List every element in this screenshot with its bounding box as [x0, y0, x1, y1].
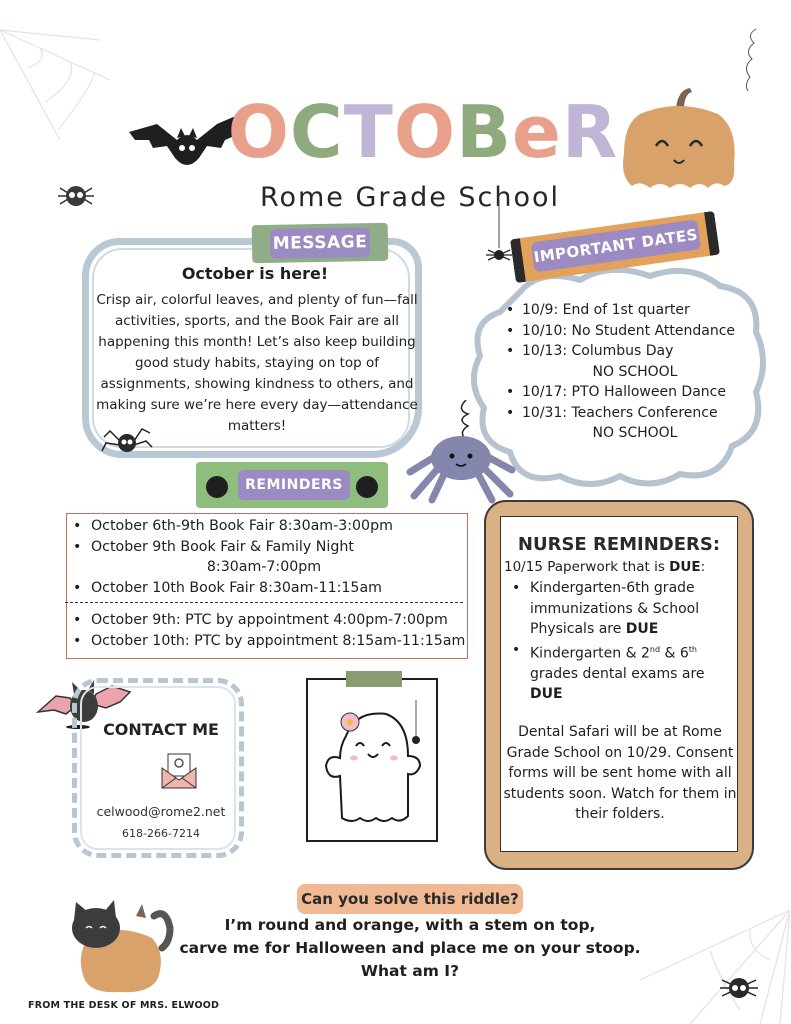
- school-name: Rome Grade School: [259, 182, 561, 213]
- title-letter: R: [561, 90, 617, 174]
- nurse-list: [508, 578, 738, 705]
- title-letter: O: [393, 90, 455, 174]
- message-heading: October is here!: [181, 264, 329, 283]
- list-item: • October 6th-9th Book Fair 8:30am-3:00pm: [73, 516, 467, 537]
- title-letter: B: [456, 90, 510, 174]
- list-item: • 10/17: PTO Halloween Dance: [504, 382, 764, 403]
- list-item: • October 10th Book Fair 8:30am-11:15am: [73, 578, 467, 599]
- spider-web-icon: [630, 900, 790, 1024]
- ghost-icon: [316, 700, 432, 830]
- list-item: • Kindergarten & 2nd & 6th grades dental exams are DUE: [508, 640, 738, 705]
- contact-title: CONTACT ME: [103, 720, 219, 739]
- reminders-box: [66, 513, 468, 659]
- important-dates-list: [504, 300, 764, 444]
- spider-icon: [100, 425, 154, 459]
- reminders-list-book-fair: [67, 514, 467, 598]
- nurse-subtitle: 10/15 Paperwork that is DUE:: [504, 559, 706, 575]
- contact-phone: 618-266-7214: [122, 827, 200, 840]
- footer-signature: FROM THE DESK OF MRS. ELWOOD: [28, 1000, 220, 1011]
- riddle-line-1: I’m round and orange, with a stem on top,: [224, 916, 596, 934]
- nurse-title: NURSE REMINDERS:: [517, 534, 721, 555]
- spider-web-icon: [0, 20, 120, 140]
- riddle-line-2: carve me for Halloween and place me on your stoop.: [179, 939, 641, 957]
- message-label: MESSAGE: [270, 227, 371, 259]
- list-item: • October 9th Book Fair & Family Night 8:30am-7:00pm: [73, 537, 467, 578]
- list-item: • Kindergarten-6th grade immunizations & School Physicals are DUE: [508, 578, 738, 640]
- pumpkin-icon: [620, 84, 738, 194]
- important-dates-label: IMPORTANT DATES: [531, 219, 702, 272]
- hanging-spider-icon: [484, 200, 514, 266]
- riddle-text: [150, 914, 670, 983]
- list-item: • 10/13: Columbus Day NO SCHOOL: [504, 341, 764, 382]
- list-item: • 10/31: Teachers Conference NO SCHOOL: [504, 403, 764, 444]
- title-letter: O: [227, 90, 288, 174]
- reminders-tape: [196, 462, 388, 508]
- spider-icon: [56, 180, 96, 210]
- title-letter: e: [512, 90, 560, 174]
- list-item: • 10/9: End of 1st quarter: [504, 300, 764, 321]
- title-letter: T: [343, 90, 392, 174]
- nurse-note: Dental Safari will be at Rome Grade School on 10/29. Consent forms will be sent home with all students soon. Watch for them in their folders.: [503, 724, 737, 822]
- title-letter: C: [289, 90, 342, 174]
- reminders-list-ptc: [67, 608, 467, 651]
- fuzzy-spider-icon: [406, 400, 516, 504]
- ghost-frame-tape: [346, 671, 402, 687]
- message-tape: [252, 223, 389, 263]
- list-item: • October 9th: PTC by appointment 4:00pm-7:00pm: [73, 610, 467, 631]
- riddle-label: Can you solve this riddle?: [297, 884, 523, 914]
- handwritten-initials-icon: [736, 25, 766, 95]
- list-item: • 10/10: No Student Attendance: [504, 321, 764, 342]
- riddle-line-3: What am I?: [360, 962, 460, 980]
- reminders-label: REMINDERS: [238, 470, 350, 500]
- contact-email-link[interactable]: celwood@rome2.net: [96, 804, 226, 819]
- list-item: • October 10th: PTC by appointment 8:15am-11:15am: [73, 631, 467, 652]
- message-body: Crisp air, colorful leaves, and plenty of fun—fall activities, sports, and the Book Fair are all happening this month! Let’s also keep building good study habits, staying on top of assignments, showing kindness to others, and making sure we’re here every day—attendance matters!: [96, 292, 418, 434]
- dashed-divider: [65, 602, 463, 603]
- envelope-at-icon: [160, 752, 198, 790]
- page-title: [227, 90, 617, 174]
